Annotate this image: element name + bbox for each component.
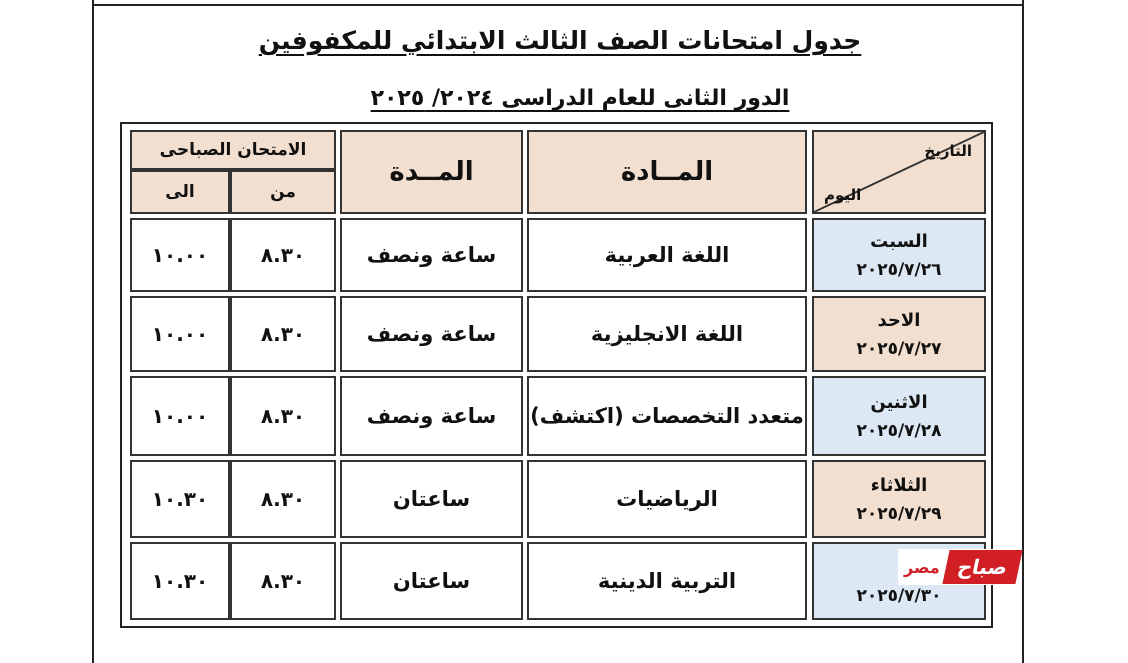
row-2-to: ١٠.٠٠ — [130, 296, 230, 372]
page-border-right — [1022, 0, 1024, 663]
row-3-day-date — [812, 376, 986, 456]
row-2-duration: ساعة ونصف — [340, 296, 523, 372]
schedule-table — [120, 122, 993, 628]
row-1-subject: اللغة العربية — [527, 218, 807, 292]
row-5-from: ٨.٣٠ — [230, 542, 336, 620]
header-duration: المــدة — [340, 130, 523, 214]
row-1-to: ١٠.٠٠ — [130, 218, 230, 292]
row-3-subject: متعدد التخصصات (اكتشف) — [527, 376, 807, 456]
row-1-from: ٨.٣٠ — [230, 218, 336, 292]
header-from: من — [230, 170, 336, 214]
header-date-day — [812, 130, 986, 214]
row-3-date: ٢٠٢٥/٧/٢٨ — [856, 420, 942, 441]
row-3-to: ١٠.٠٠ — [130, 376, 230, 456]
row-5-to: ١٠.٣٠ — [130, 542, 230, 620]
row-2-day: الاحد — [877, 309, 921, 331]
row-2-from: ٨.٣٠ — [230, 296, 336, 372]
row-1-date: ٢٠٢٥/٧/٢٦ — [856, 259, 942, 280]
row-4-day-date — [812, 460, 986, 538]
row-4-day: الثلاثاء — [870, 474, 928, 496]
watermark-brand-dark: مصر — [904, 557, 940, 577]
header-subject: المــادة — [527, 130, 807, 214]
row-2-subject: اللغة الانجليزية — [527, 296, 807, 372]
header-date-label: التاريخ — [924, 142, 972, 160]
row-3-from: ٨.٣٠ — [230, 376, 336, 456]
row-4-to: ١٠.٣٠ — [130, 460, 230, 538]
row-1-day: السبت — [870, 230, 928, 252]
header-day-label: اليوم — [824, 186, 862, 204]
page-subtitle: الدور الثانى للعام الدراسى ٢٠٢٤/ ٢٠٢٥ — [370, 86, 790, 111]
row-4-date: ٢٠٢٥/٧/٢٩ — [856, 503, 942, 524]
page-border-left — [92, 0, 94, 663]
row-5-subject: التربية الدينية — [527, 542, 807, 620]
row-4-from: ٨.٣٠ — [230, 460, 336, 538]
page-title: جدول امتحانات الصف الثالث الابتدائي للمكفوفين — [258, 26, 862, 55]
row-3-duration: ساعة ونصف — [340, 376, 523, 456]
page-border-top — [92, 4, 1024, 6]
row-3-day: الاثنين — [870, 391, 928, 413]
row-5-date: ٢٠٢٥/٧/٣٠ — [856, 585, 942, 606]
row-5-duration: ساعتان — [340, 542, 523, 620]
row-2-day-date — [812, 296, 986, 372]
watermark-brand-red: صباح — [942, 550, 1023, 584]
row-2-date: ٢٠٢٥/٧/٢٧ — [856, 338, 942, 359]
row-4-subject: الرياضيات — [527, 460, 807, 538]
row-4-duration: ساعتان — [340, 460, 523, 538]
row-1-duration: ساعة ونصف — [340, 218, 523, 292]
row-1-day-date — [812, 218, 986, 292]
sabah-masr-watermark-logo — [898, 549, 1019, 585]
header-morning-exam: الامتحان الصباحى — [130, 130, 336, 170]
header-to: الى — [130, 170, 230, 214]
